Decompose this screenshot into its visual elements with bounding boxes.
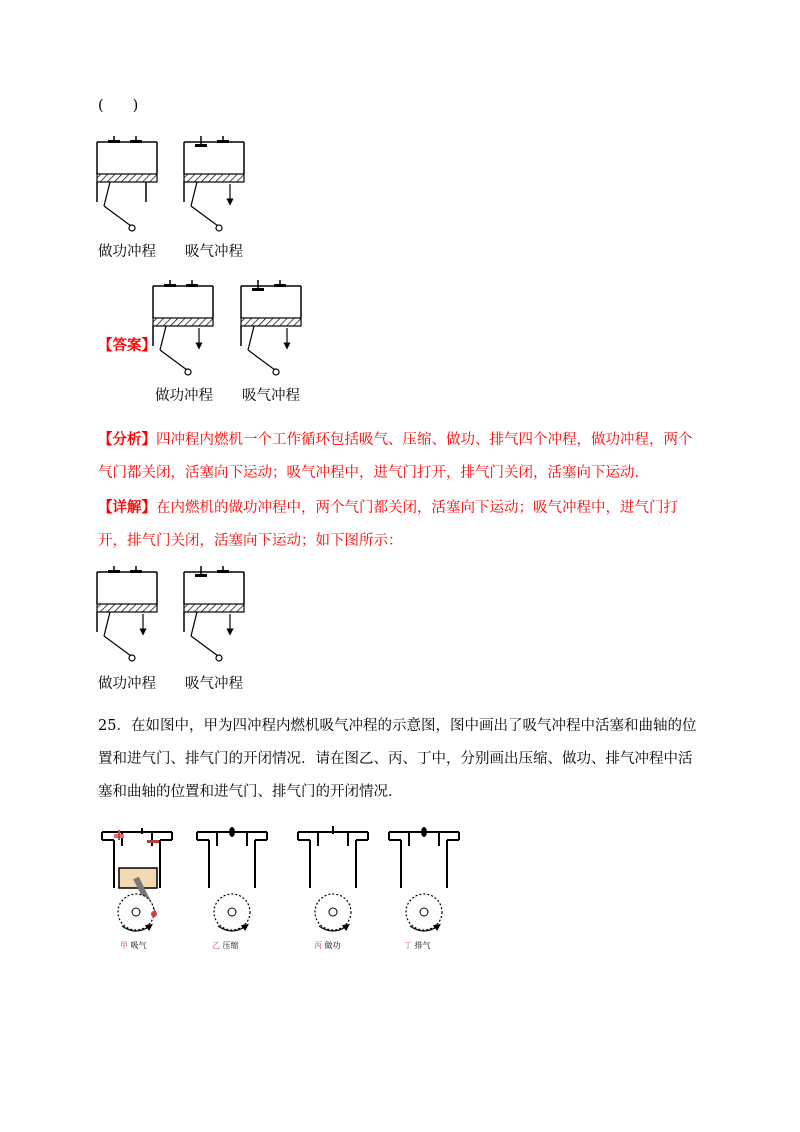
- answer-figure-power-stroke: [152, 280, 214, 380]
- engine-label-yi: [212, 940, 239, 951]
- detail-figure-power-stroke: [96, 566, 158, 666]
- answer-caption-intake-stroke: 吸气冲程: [242, 388, 300, 404]
- answer-tag: 【答案】: [98, 337, 156, 354]
- answer-figure-intake-stroke: [240, 280, 302, 380]
- analysis-paragraph: [98, 423, 706, 490]
- figure-caption-intake-stroke: 吸气冲程: [185, 244, 243, 260]
- detail-paragraph: [98, 491, 706, 558]
- engine-figure-jia: [100, 826, 174, 938]
- analysis-text: 四冲程内燃机一个工作循环包括吸气、压缩、做功、排气四个冲程，做功冲程，两个气门都关闭，活塞向下运动；吸气冲程中，进气门打开，排气门关闭，活塞向下运动.: [98, 432, 693, 481]
- engine-label-jia: [120, 940, 147, 951]
- detail-tag: 【详解】: [98, 499, 156, 516]
- figure-caption-power-stroke: 做功冲程: [98, 244, 156, 260]
- engine-letter: 甲: [120, 941, 128, 950]
- engine-figure-yi: [195, 826, 269, 938]
- engine-stroke-name: 吸气: [130, 941, 147, 950]
- question-figure-intake-stroke: [183, 136, 245, 236]
- engine-label-bing: [314, 940, 341, 951]
- detail-figure-intake-stroke: [183, 566, 245, 666]
- engine-figure-bing: [296, 826, 370, 938]
- answer-caption-power-stroke: 做功冲程: [155, 388, 213, 404]
- engine-letter: 丙: [314, 941, 322, 950]
- engine-figure-ding: [387, 826, 461, 938]
- analysis-tag: 【分析】: [98, 431, 156, 448]
- engine-stroke-name: 排气: [414, 941, 431, 950]
- engine-label-ding: [404, 940, 431, 951]
- detail-caption-intake-stroke: 吸气冲程: [185, 676, 243, 692]
- detail-caption-power-stroke: 做功冲程: [98, 676, 156, 692]
- question-25-text: 25．在如图中，甲为四冲程内燃机吸气冲程的示意图，图中画出了吸气冲程中活塞和曲轴的位置和进气门、排气门的开闭情况．请在图乙、丙、丁中，分别画出压缩、做功、排气冲程中活塞和曲轴的位置和进气门、排气门的开闭情况．: [98, 718, 697, 800]
- answer-bracket: ( ): [98, 98, 139, 114]
- detail-text: 在内燃机的做功冲程中，两个气门都关闭，活塞向下运动；吸气冲程中，进气门打开，排气门关闭，活塞向下运动；如下图所示：: [98, 500, 678, 549]
- engine-stroke-name: 压缩: [222, 941, 239, 950]
- engine-letter: 乙: [212, 941, 220, 950]
- engine-letter: 丁: [404, 941, 412, 950]
- question-figure-power-stroke: [96, 136, 158, 236]
- engine-stroke-name: 做功: [324, 941, 341, 950]
